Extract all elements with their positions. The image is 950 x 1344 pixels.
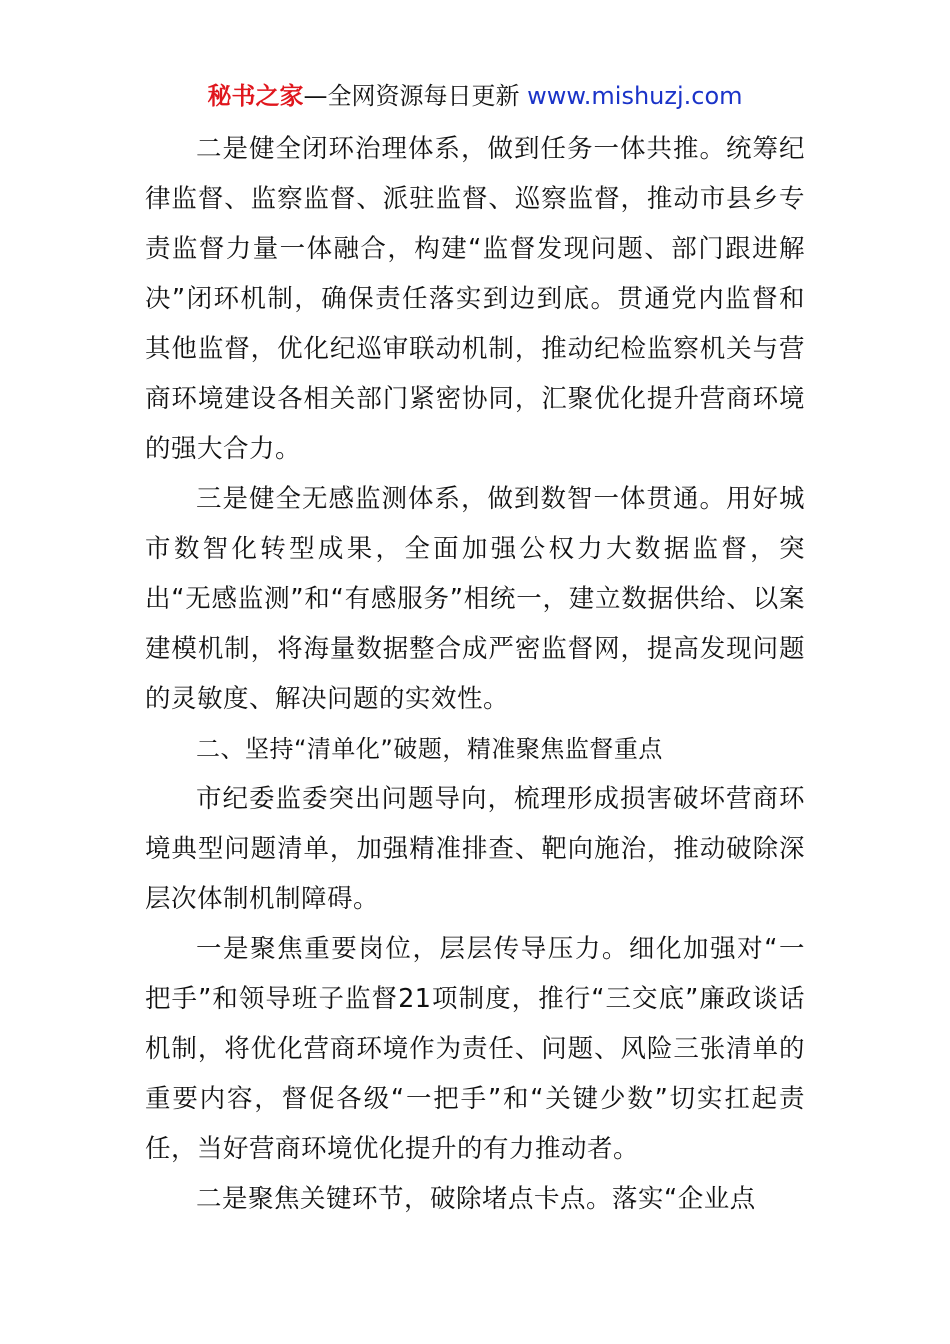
site-url-link[interactable]: www.mishuzj.com [527,82,743,110]
document-body [145,124,805,1224]
site-header [0,80,950,112]
brand-name: 秘书之家 [207,82,304,110]
paragraph-key-posts: 一是聚焦重要岗位，层层传导压力。细化加强对“一把手”和领导班子监督21项制度，推行“三交底”廉政谈话机制，将优化营商环境作为责任、问题、风险三张清单的重要内容，督促各级“一把手”和“关键少数”切实扛起责任，当好营商环境优化提升的有力推动者。 [145,934,805,1164]
section-heading: 二、坚持“清单化”破题，精准聚焦监督重点 [196,735,663,763]
paragraph-monitoring: 三是健全无感监测体系，做到数智一体贯通。用好城市数智化转型成果，全面加强公权力大数据监督，突出“无感监测”和“有感服务”相统一，建立数据供给、以案建模机制，将海量数据整合成严密监督网，提高发现问题的灵敏度、解决问题的实效性。 [145,484,805,714]
paragraph-problem-list: 市纪委监委突出问题导向，梳理形成损害破坏营商环境典型问题清单，加强精准排查、靶向施治，推动破除深层次体制机制障碍。 [145,784,805,914]
paragraph-closed-loop: 二是健全闭环治理体系，做到任务一体共推。统筹纪律监督、监察监督、派驻监督、巡察监督，推动市县乡专责监督力量一体融合，构建“监督发现问题、部门跟进解决”闭环机制，确保责任落实到边到底。贯通党内监督和其他监督，优化纪巡审联动机制，推动纪检监察机关与营商环境建设各相关部门紧密协同，汇聚优化提升营商环境的强大合力。 [145,134,805,464]
paragraph-key-links: 二是聚焦关键环节，破除堵点卡点。落实“企业点 [196,1184,756,1214]
header-tagline: —全网资源每日更新 [303,82,528,110]
